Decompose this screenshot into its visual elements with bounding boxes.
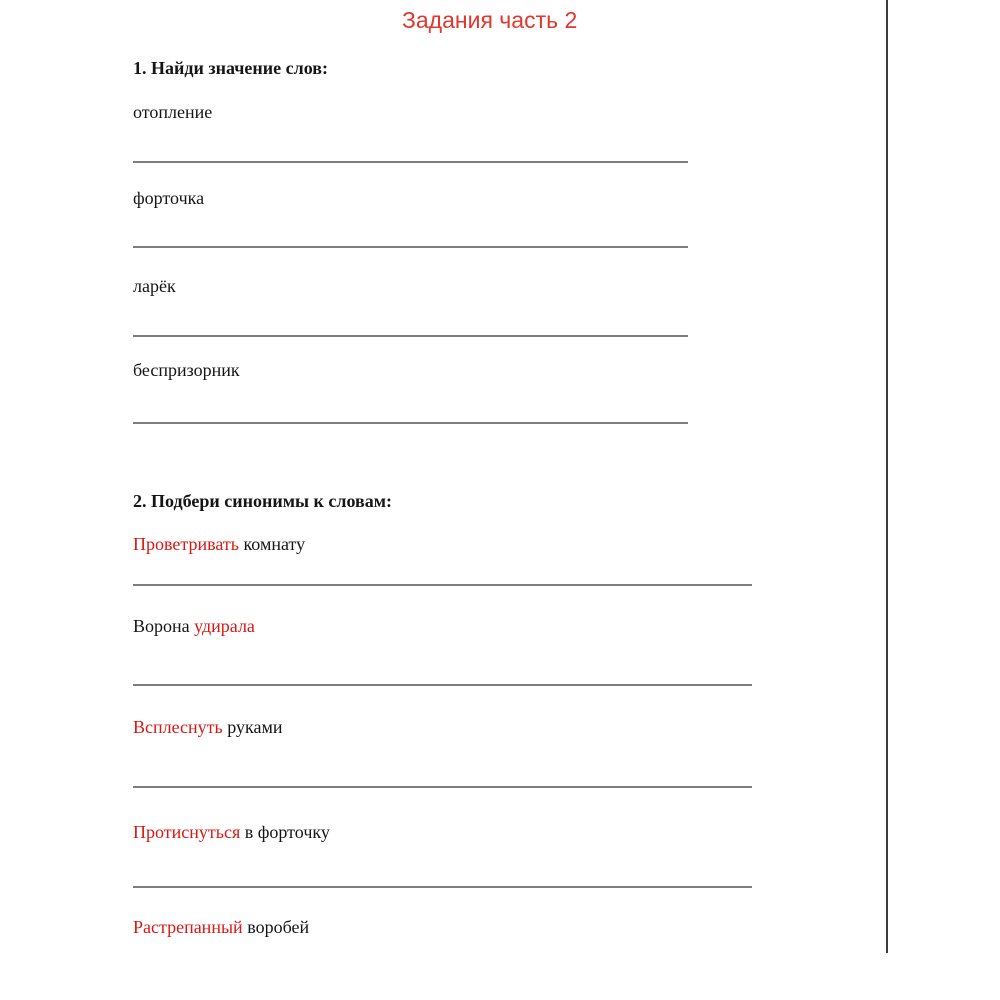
plain-word: Ворона (133, 616, 195, 636)
answer-line[interactable] (133, 246, 688, 248)
answer-line[interactable] (133, 584, 752, 586)
word-item-fortochka (133, 189, 204, 209)
plain-word: руками (222, 717, 283, 737)
phrase-item-vsplesnut (133, 718, 283, 738)
red-word: Проветривать (133, 534, 239, 554)
answer-line[interactable] (133, 786, 752, 788)
phrase-item-protisnutsya (133, 823, 330, 843)
answer-line[interactable] (133, 684, 752, 686)
word-item-laryok (133, 277, 176, 297)
phrase-item-provetrivat (133, 535, 305, 555)
answer-line[interactable] (133, 886, 752, 888)
section-1-heading: 1. Найди значение слов: (133, 58, 328, 78)
phrase-item-rastrepanny (133, 918, 309, 938)
plain-word: воробей (242, 917, 310, 937)
answer-line[interactable] (133, 161, 688, 163)
word-item-otoplenie (133, 103, 212, 123)
page-edge-line (886, 0, 888, 953)
answer-line[interactable] (133, 335, 688, 337)
red-word: Протиснуться (133, 822, 241, 842)
plain-word: ларёк (133, 276, 176, 296)
red-word: Растрепанный (133, 917, 243, 937)
section-2-heading: 2. Подбери синонимы к словам: (133, 491, 392, 511)
page-title: Задания часть 2 (402, 7, 578, 33)
red-word: Всплеснуть (133, 717, 223, 737)
plain-word: комнату (238, 534, 306, 554)
plain-word: форточка (133, 188, 205, 208)
plain-word: беспризорник (133, 360, 240, 380)
plain-word: отопление (133, 102, 213, 122)
red-word: удирала (194, 616, 255, 636)
answer-line[interactable] (133, 422, 688, 424)
phrase-item-vorona (133, 617, 255, 637)
plain-word: в форточку (240, 822, 330, 842)
word-item-besprizornik (133, 361, 240, 381)
